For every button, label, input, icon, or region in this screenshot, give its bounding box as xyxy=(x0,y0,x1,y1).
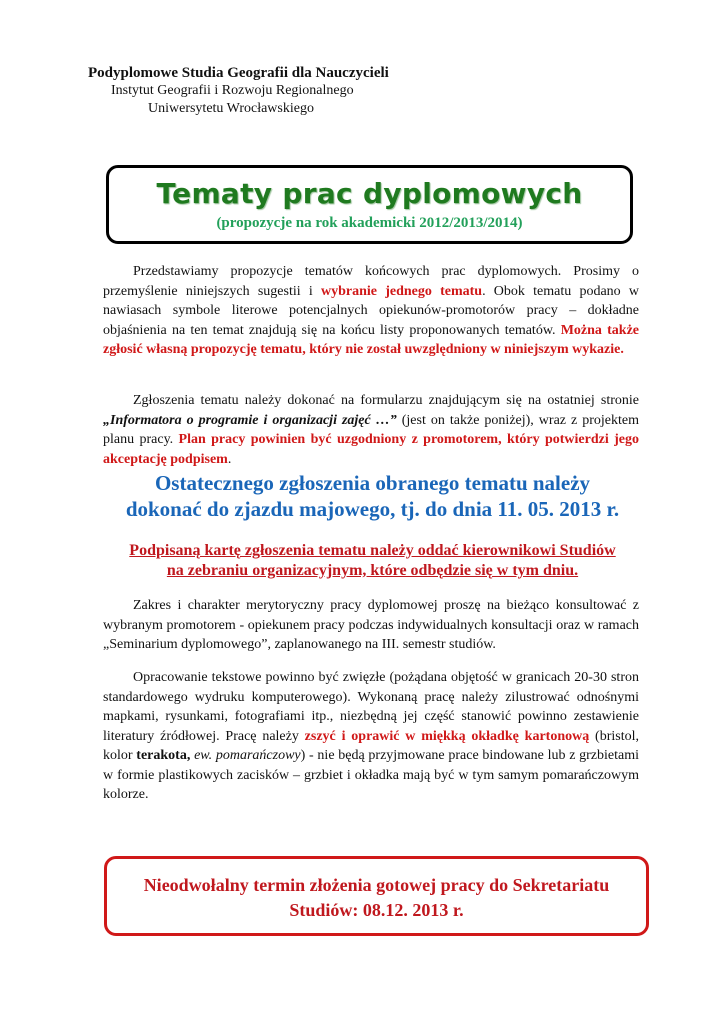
intro-paragraph xyxy=(103,262,639,360)
signed-card-notice xyxy=(90,541,655,581)
plan-approval-emphasis: Plan pracy powinien być uzgodniony z promotorem, który potwierdzi jego akceptację podpisem xyxy=(103,432,639,467)
formatting-text: Opracowanie tekstowe powinno być zwięzłe (pożądana objętość w granicach 20-30 stron standardowego wydruku komputerowego). Wykonaną pracę należy zilustrować odnośnymi mapkami, rysunkami, fotografiami itp., niezbędną jej część stanowić powinno zestawienie literatury źródłowej. Pracę należy xyxy=(103,670,639,744)
page-title: Tematy prac dyplomowych xyxy=(156,177,583,210)
deadline-line2: Studiów: 08.12. 2013 r. xyxy=(289,900,464,920)
title-box xyxy=(106,165,633,244)
final-submission-line1: Ostatecznego zgłoszenia obranego tematu należy xyxy=(154,471,591,495)
deadline-line1: Nieodwołalny termin złożenia gotowej pracy do Sekretariatu xyxy=(143,875,610,895)
intro-text-cont: . Obok tematu podano w nawiasach symbole literowe potencjalnych opiekunów-promotorów pracy – dokładne objaśnienia na ten temat znajdują się na końcu listy proponowanych tematów. xyxy=(103,283,640,338)
formatting-text-cont: (bristol, kolor xyxy=(103,728,639,763)
intro-text: Przedstawiamy propozycje tematów końcowych prac dyplomowych. Prosimy o przemyślenie niniejszych sugestii i xyxy=(103,264,639,299)
final-submission-deadline xyxy=(90,470,655,522)
intro-emphasis-choose: wybranie jednego tematu xyxy=(320,283,483,299)
informator-title: „Informatora o programie i organizacji zajęć …” xyxy=(103,412,397,428)
formatting-paragraph xyxy=(103,668,639,805)
institute-name: Instytut Geografii i Rozwoju Regionalnego xyxy=(111,83,354,98)
submission-period: . xyxy=(227,451,232,467)
submission-text: Zgłoszenia tematu należy dokonać na formularzu znajdującym się na ostatniej stronie xyxy=(133,393,639,408)
deadline-box xyxy=(104,856,649,936)
signed-card-line1: Podpisaną kartę zgłoszenia tematu należy oddać kierownikowi Studiów xyxy=(129,542,616,559)
submission-text-cont: (jest on także poniżej), wraz z projektem planu pracy. xyxy=(103,412,639,447)
color-alternative: ew. pomarańczowy xyxy=(194,748,301,763)
consultation-paragraph: Zakres i charakter merytoryczny pracy dyplomowej proszę na bieżąco konsultować z wybranym promotorem - opiekunem pracy podczas indywidualnych konsultacji oraz w ramach „Seminarium dyplomowego”, zaplanowanego na III. semestr studiów. xyxy=(103,598,639,652)
page-subtitle: (propozycje na rok akademicki 2012/2013/2014) xyxy=(216,215,523,231)
submission-paragraph xyxy=(103,391,639,469)
final-submission-line2: dokonać do zjazdu majowego, tj. do dnia 11. 05. 2013 r. xyxy=(125,497,620,521)
university-name: Uniwersytetu Wrocławskiego xyxy=(148,101,314,116)
binding-emphasis: zszyć i oprawić w miękką okładkę kartonową xyxy=(304,728,590,744)
formatting-text-end: ) - nie będą przyjmowane prace bindowane lub z grzbietami w formie plastikowych zacisków – grzbiet i okładka mają być w tym samym pomarańczowym kolorze. xyxy=(103,748,640,802)
intro-emphasis-own-topic: Można także zgłosić własną propozycję tematu, który nie został uwzględniony w niniejszym wykazie. xyxy=(103,322,639,357)
document-header xyxy=(88,64,389,118)
program-name: Podyplomowe Studia Geografii dla Nauczycieli xyxy=(88,65,389,81)
signed-card-line2: na zebraniu organizacyjnym, które odbędzie się w tym dniu. xyxy=(166,562,579,579)
color-terakota: terakota, xyxy=(136,748,191,763)
